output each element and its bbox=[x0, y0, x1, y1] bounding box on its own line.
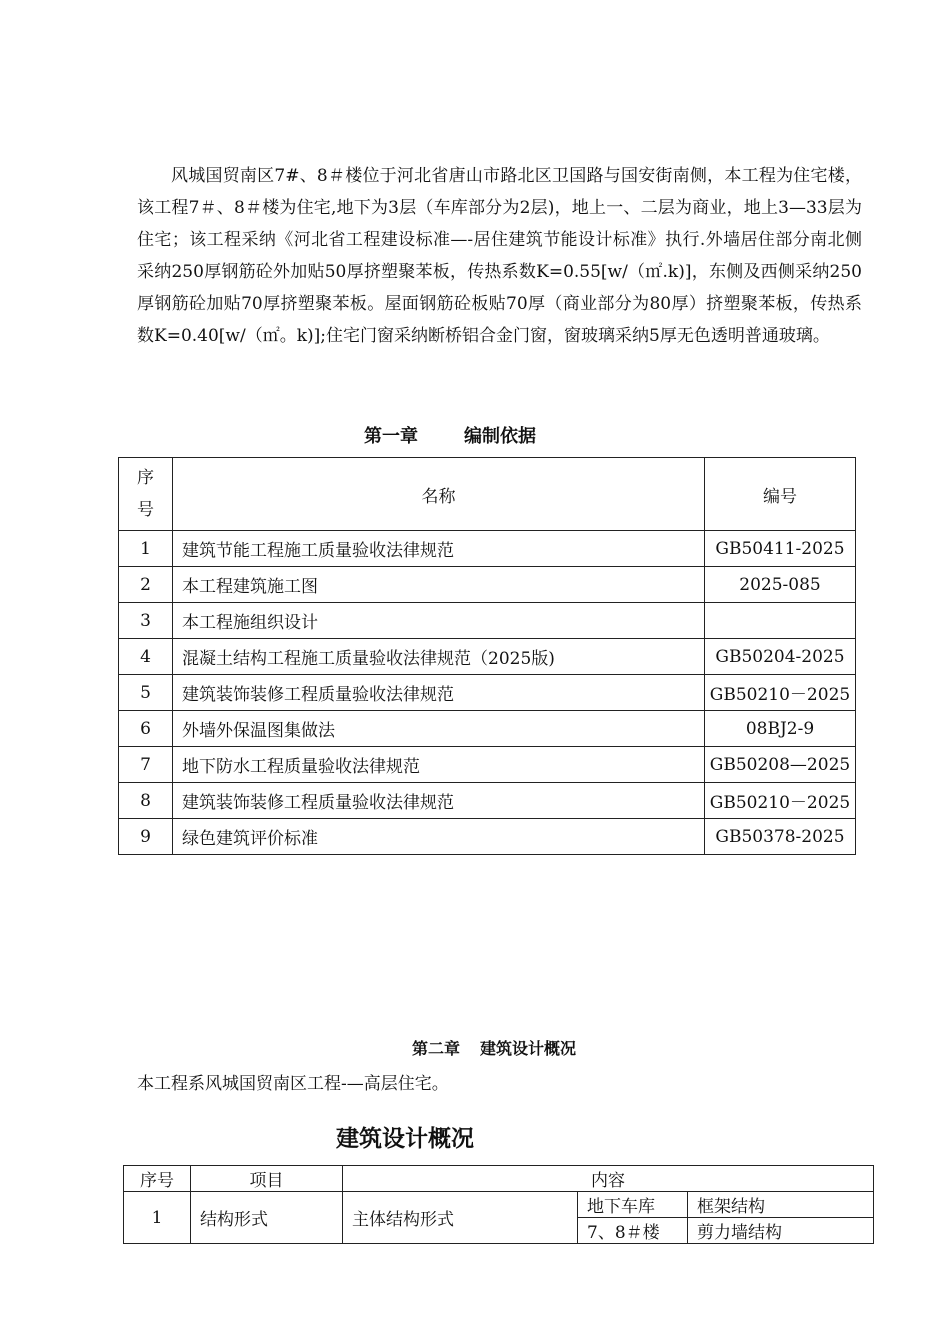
chapter1-heading: 编制依据 bbox=[464, 426, 536, 447]
chapter1-title bbox=[0, 422, 900, 448]
header-name: 名称 bbox=[173, 458, 705, 531]
row-item: 结构形式 bbox=[191, 1192, 343, 1244]
chapter1-number: 第一章 bbox=[364, 426, 418, 447]
basis-table-header bbox=[119, 458, 856, 531]
table-row bbox=[124, 1192, 874, 1218]
row-code: 2025-085 bbox=[705, 567, 856, 603]
row-no: 6 bbox=[119, 711, 173, 747]
row-name: 本工程建筑施工图 bbox=[173, 567, 705, 603]
sub-part: 7、8＃楼 bbox=[578, 1218, 688, 1244]
row-code: GB50204-2025 bbox=[705, 639, 856, 675]
row-name: 建筑装饰装修工程质量验收法律规范 bbox=[173, 783, 705, 819]
header-code: 编号 bbox=[705, 458, 856, 531]
sub-type: 框架结构 bbox=[688, 1192, 874, 1218]
row-name: 绿色建筑评价标准 bbox=[173, 819, 705, 855]
table-row bbox=[119, 603, 856, 639]
row-name: 混凝土结构工程施工质量验收法律规范（2025版) bbox=[173, 639, 705, 675]
section-title: 建筑设计概况 bbox=[336, 1126, 474, 1152]
chapter2-number: 第二章 bbox=[412, 1039, 461, 1058]
table-row bbox=[119, 711, 856, 747]
chapter2-text: 本工程系风城国贸南区工程-—高层住宅。 bbox=[137, 1074, 449, 1094]
table-row bbox=[119, 567, 856, 603]
table-row bbox=[119, 783, 856, 819]
chapter2-title bbox=[412, 1036, 576, 1059]
design-overview-table bbox=[123, 1165, 874, 1244]
header-item: 项目 bbox=[191, 1166, 343, 1192]
row-code: GB50208—2025 bbox=[705, 747, 856, 783]
row-code: GB50378-2025 bbox=[705, 819, 856, 855]
row-code: GB50411-2025 bbox=[705, 531, 856, 567]
intro-paragraph: 风城国贸南区7#、8＃楼位于河北省唐山市路北区卫国路与国安街南侧，本工程为住宅楼，该工程7＃、8＃楼为住宅,地下为3层（车库部分为2层)，地上一、二层为商业，地上3—33层为住宅；该工程采纳《河北省工程建设标准—-居住建筑节能设计标准》执行.外墙居住部分南北侧采纳250厚钢筋砼外加贴50厚挤塑聚苯板，传热系数K=0.55[w/（㎡.k)]，东侧及西侧采纳250厚钢筋砼加贴70厚挤塑聚苯板。屋面钢筋砼板贴70厚（商业部分为80厚）挤塑聚苯板，传热系数K=0.40[w/（㎡。k)];住宅门窗采纳断桥铝合金门窗，窗玻璃采纳5厚无色透明普通玻璃。 bbox=[137, 166, 862, 346]
table-row bbox=[119, 819, 856, 855]
row-no: 4 bbox=[119, 639, 173, 675]
header-no: 序 号 bbox=[119, 458, 173, 531]
row-no: 1 bbox=[119, 531, 173, 567]
chapter2-heading: 建筑设计概况 bbox=[480, 1039, 577, 1058]
basis-table bbox=[118, 457, 856, 855]
header-content: 内容 bbox=[343, 1166, 874, 1192]
row-code: GB50210－2025 bbox=[705, 675, 856, 711]
overview-table-header bbox=[124, 1166, 874, 1192]
intro-section bbox=[137, 160, 862, 352]
row-no: 5 bbox=[119, 675, 173, 711]
sub-type: 剪力墙结构 bbox=[688, 1218, 874, 1244]
row-no: 8 bbox=[119, 783, 173, 819]
row-name: 本工程施组织设计 bbox=[173, 603, 705, 639]
table-row bbox=[119, 639, 856, 675]
row-name: 建筑装饰装修工程质量验收法律规范 bbox=[173, 675, 705, 711]
sub-part: 地下车库 bbox=[578, 1192, 688, 1218]
table-row bbox=[119, 675, 856, 711]
row-code: 08BJ2-9 bbox=[705, 711, 856, 747]
row-code bbox=[705, 603, 856, 639]
row-no: 3 bbox=[119, 603, 173, 639]
row-code: GB50210－2025 bbox=[705, 783, 856, 819]
row-name: 地下防水工程质量验收法律规范 bbox=[173, 747, 705, 783]
row-no: 9 bbox=[119, 819, 173, 855]
row-name: 外墙外保温图集做法 bbox=[173, 711, 705, 747]
row-no: 1 bbox=[124, 1192, 191, 1244]
row-no: 7 bbox=[119, 747, 173, 783]
row-name: 建筑节能工程施工质量验收法律规范 bbox=[173, 531, 705, 567]
table-row bbox=[119, 531, 856, 567]
row-sub: 主体结构形式 bbox=[343, 1192, 578, 1244]
table-row bbox=[119, 747, 856, 783]
header-no: 序号 bbox=[124, 1166, 191, 1192]
row-no: 2 bbox=[119, 567, 173, 603]
